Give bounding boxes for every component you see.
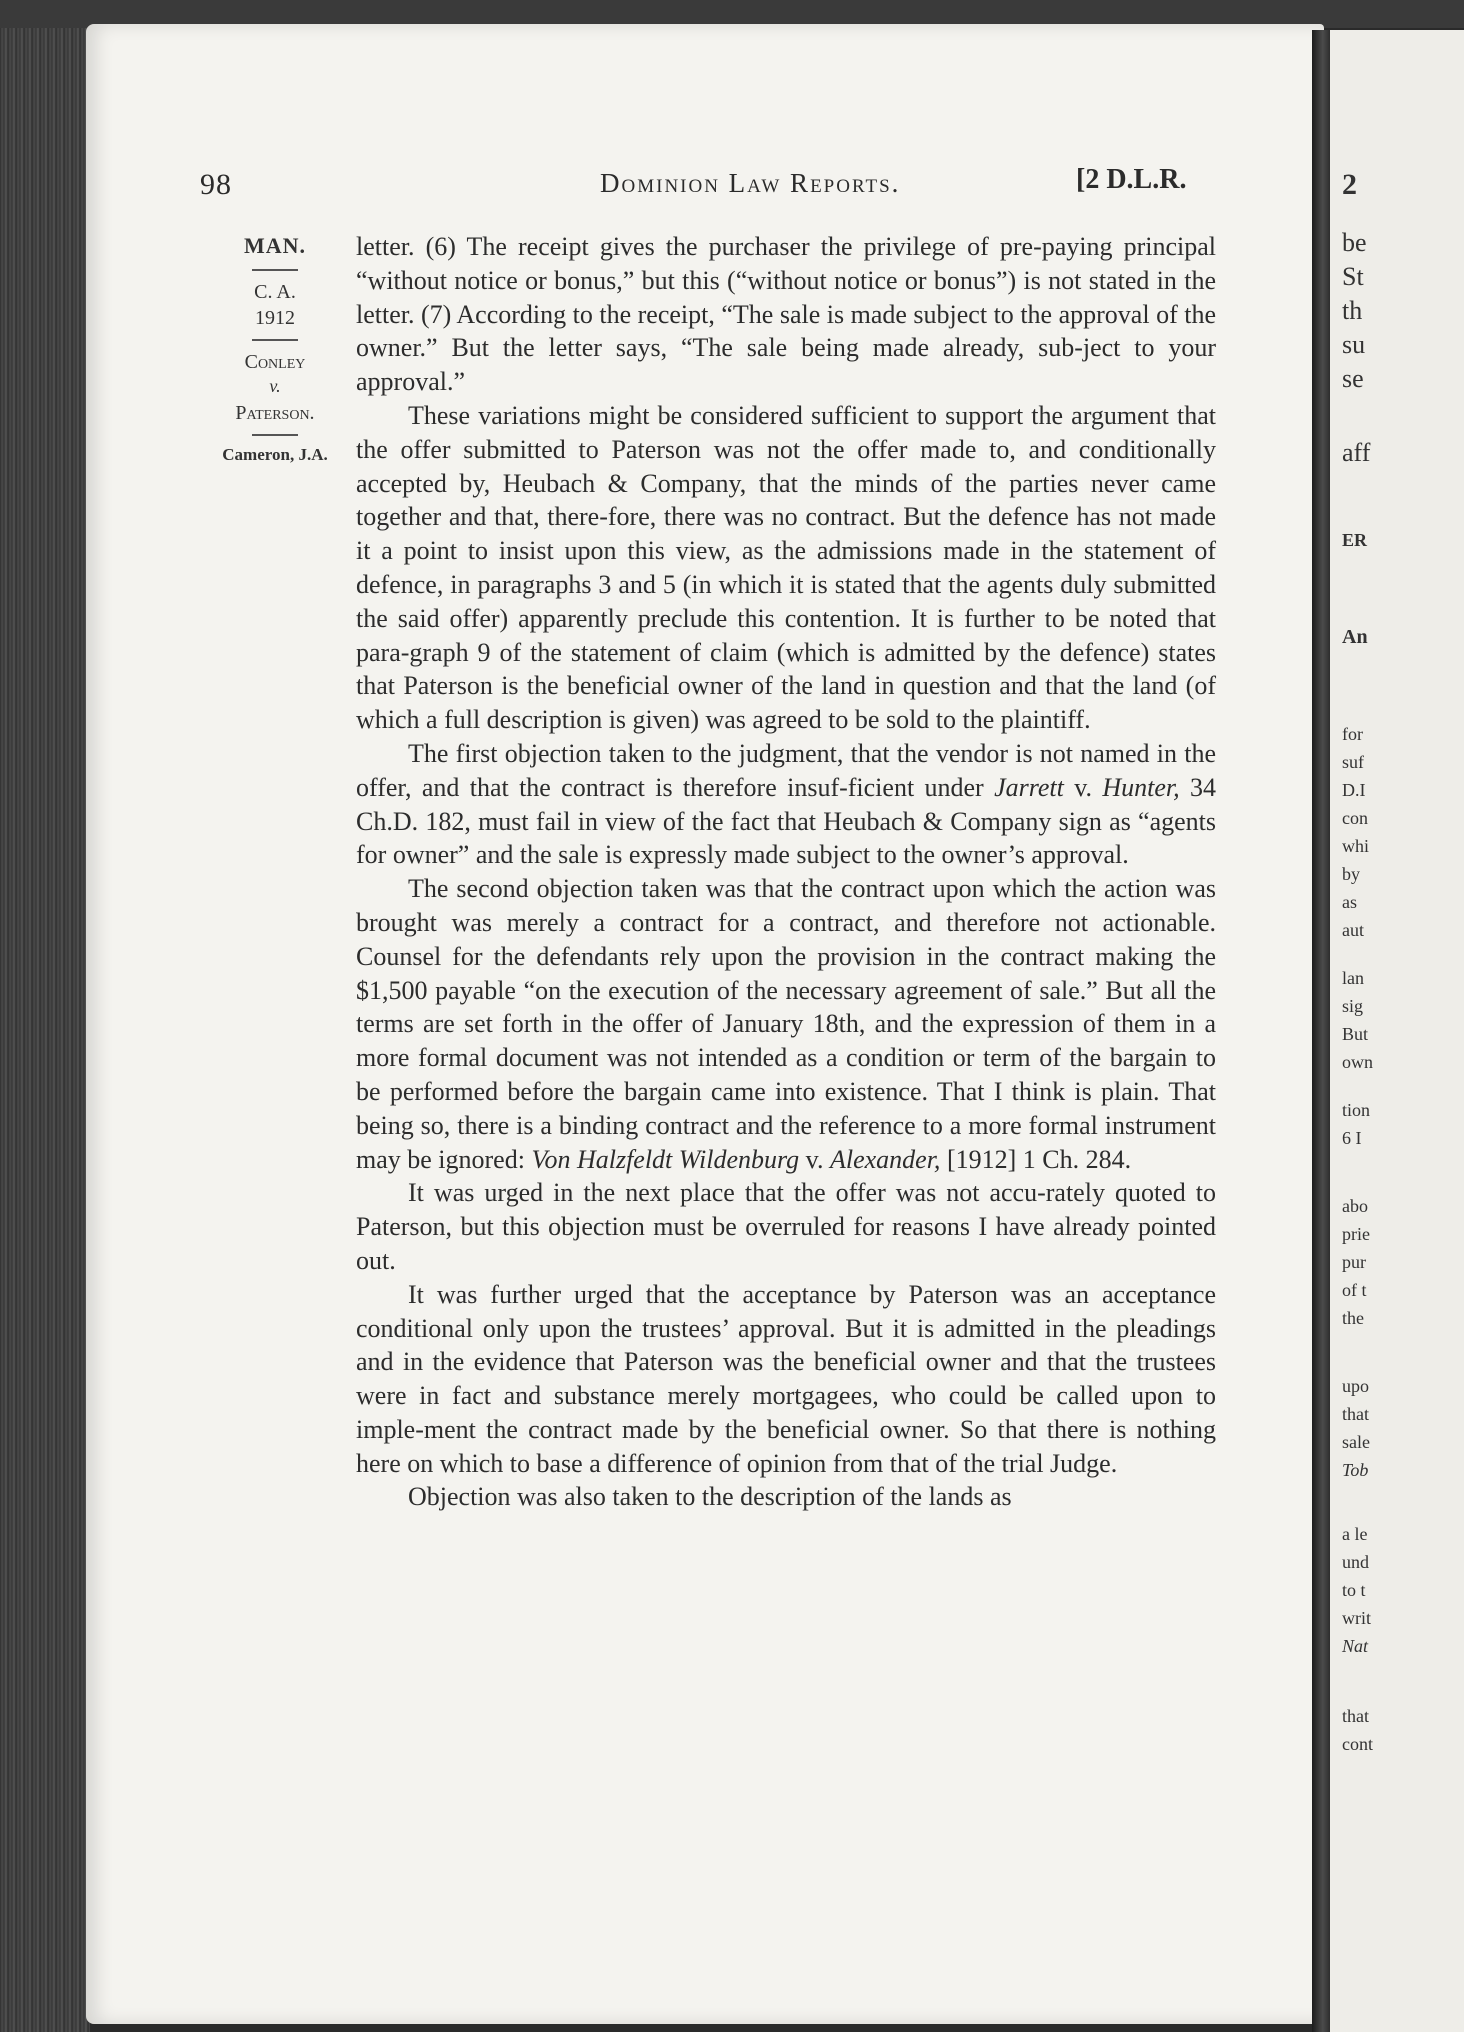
facing-line: But xyxy=(1342,1024,1369,1044)
facing-line: tion xyxy=(1342,1100,1371,1120)
facing-line: cont xyxy=(1342,1734,1373,1754)
facing-line: own xyxy=(1342,1052,1373,1072)
facing-line: ER xyxy=(1342,530,1368,550)
facing-line: for xyxy=(1342,724,1363,744)
case-citation-party: Hunter, xyxy=(1102,772,1180,802)
party-plaintiff: Conley xyxy=(244,350,306,373)
facing-line: upo xyxy=(1342,1376,1369,1396)
facing-line: by xyxy=(1342,864,1360,884)
case-citation-party: Jarrett xyxy=(994,772,1064,802)
judge-name: Cameron, J.A. xyxy=(222,444,328,464)
paragraph-text: The first objection taken to the judgment, that the vendor is not named in the offer, and that the contract is therefore insuf-ficient under xyxy=(356,738,1216,802)
divider xyxy=(252,269,298,271)
paragraph xyxy=(356,737,1216,872)
facing-line: An xyxy=(1342,626,1368,648)
facing-line: sig xyxy=(1342,996,1364,1016)
book-page-edges xyxy=(0,28,90,2032)
paragraph: These variations might be considered sufficient to support the argument that the offer submitted to Paterson was not the offer made to, and conditionally accepted by, Heubach & Company, that the minds of the parties never came together and that, there-fore, there was no contract. But the defence has not made it a point to insist upon this view, as the admissions made in the statement of defence, in paragraphs 3 and 5 (in which it is stated that the agents duly submitted the said offer) apparently preclude this contention. It is further to be noted that para-graph 9 of the statement of claim (which is admitted by the defence) states that Paterson is the beneficial owner of the land in question and that the land (of which a full description is given) was agreed to be sold to the plaintiff. xyxy=(356,400,1216,735)
facing-line: prie xyxy=(1342,1224,1370,1244)
facing-line: se xyxy=(1342,364,1364,393)
court-jurisdiction: MAN. xyxy=(243,233,307,258)
facing-line: St xyxy=(1342,262,1364,291)
facing-line: be xyxy=(1342,228,1367,257)
facing-line: of t xyxy=(1342,1280,1367,1300)
facing-line: und xyxy=(1342,1552,1369,1572)
facing-line: con xyxy=(1342,808,1368,828)
facing-line: Tob xyxy=(1342,1460,1369,1480)
paragraph-text: 34 Ch.D. 182, must fail in view of the fact that Heubach & Company sign as “agents for owner” and the sale is expressly made subject to the owner’s approval. xyxy=(356,772,1217,870)
facing-line: as xyxy=(1342,892,1357,912)
running-head: Dominion Law Reports. xyxy=(600,168,901,198)
party-defendant: Paterson. xyxy=(235,401,315,424)
facing-line: th xyxy=(1342,296,1363,325)
volume-reference: [2 D.L.R. xyxy=(1076,164,1187,195)
facing-line: that xyxy=(1342,1706,1369,1726)
paragraph xyxy=(356,872,1216,1176)
case-citation-party: Alexander, xyxy=(829,1144,941,1174)
versus-text: v. xyxy=(799,1144,830,1174)
facing-line: abo xyxy=(1342,1196,1368,1216)
page-number: 98 xyxy=(200,168,232,201)
paragraph-text: [1912] 1 Ch. 284. xyxy=(940,1144,1132,1174)
facing-line: lan xyxy=(1342,968,1364,988)
versus-text: v. xyxy=(1063,772,1103,802)
paragraph: It was urged in the next place that the offer was not accu-rately quoted to Paterson, but this objection must be overruled for reasons I have already pointed out. xyxy=(356,1178,1216,1275)
facing-line: suf xyxy=(1342,752,1364,772)
divider xyxy=(252,339,298,341)
facing-page-number: 2 xyxy=(1342,168,1357,201)
facing-line: 6 I xyxy=(1342,1128,1362,1148)
facing-page-fragment xyxy=(1330,30,1464,2032)
facing-line: sale xyxy=(1342,1432,1370,1452)
case-year: 1912 xyxy=(255,306,295,329)
facing-line: D.I xyxy=(1342,780,1366,800)
judgment-text xyxy=(356,230,1216,1514)
facing-line: whi xyxy=(1342,836,1369,856)
facing-line: su xyxy=(1342,330,1366,359)
facing-line: writ xyxy=(1342,1608,1371,1628)
paragraph: letter. (6) The receipt gives the purchaser the privilege of pre-paying principal “without notice or bonus,” but this (“without notice or bonus”) is not stated in the letter. (7) According to the receipt, “The sale is made subject to the approval of the owner.” But the letter says, “The sale being made already, sub-ject to your approval.” xyxy=(356,232,1216,397)
facing-line: that xyxy=(1342,1404,1369,1424)
court-abbreviation: C. A. xyxy=(254,280,296,303)
paragraph: Objection was also taken to the description of the lands as xyxy=(408,1482,1012,1512)
paragraph-text: The second objection taken was that the contract upon which the action was brought was merely a contract for a contract, and therefore not actionable. Counsel for the defendants rely upon the provision in the contract making the $1,500 payable “on the execution of the necessary agreement of sale.” But all the terms are set forth in the offer of January 18th, and the expression of them in a more formal document was not intended as a condition or term of the bargain to be performed before the bargain came into existence. That I think is plain. That being so, there is a binding contract and the reference to a more formal instrument may be ignored: xyxy=(356,874,1216,1174)
facing-line: to t xyxy=(1342,1580,1366,1600)
versus-label: v. xyxy=(269,375,281,396)
paragraph: It was further urged that the acceptance by Paterson was an acceptance conditional only upon the trustees’ approval. But it is admitted in the pleadings and in the evidence that Paterson was the beneficial owner and that the trustees were in fact and substance merely mortgagees, who could be called upon to imple-ment the contract made by the beneficial owner. So that there is nothing here on which to base a difference of opinion from that of the trial Judge. xyxy=(356,1279,1216,1478)
facing-line: Nat xyxy=(1342,1636,1369,1656)
case-citation-party: Von Halzfeldt Wildenburg xyxy=(531,1144,800,1174)
facing-line: aff xyxy=(1342,438,1371,467)
facing-line: the xyxy=(1342,1308,1364,1328)
case-sidebar xyxy=(205,232,345,466)
divider xyxy=(252,434,298,436)
facing-line: a le xyxy=(1342,1524,1368,1544)
facing-line: pur xyxy=(1342,1252,1366,1272)
facing-line: aut xyxy=(1342,920,1364,940)
